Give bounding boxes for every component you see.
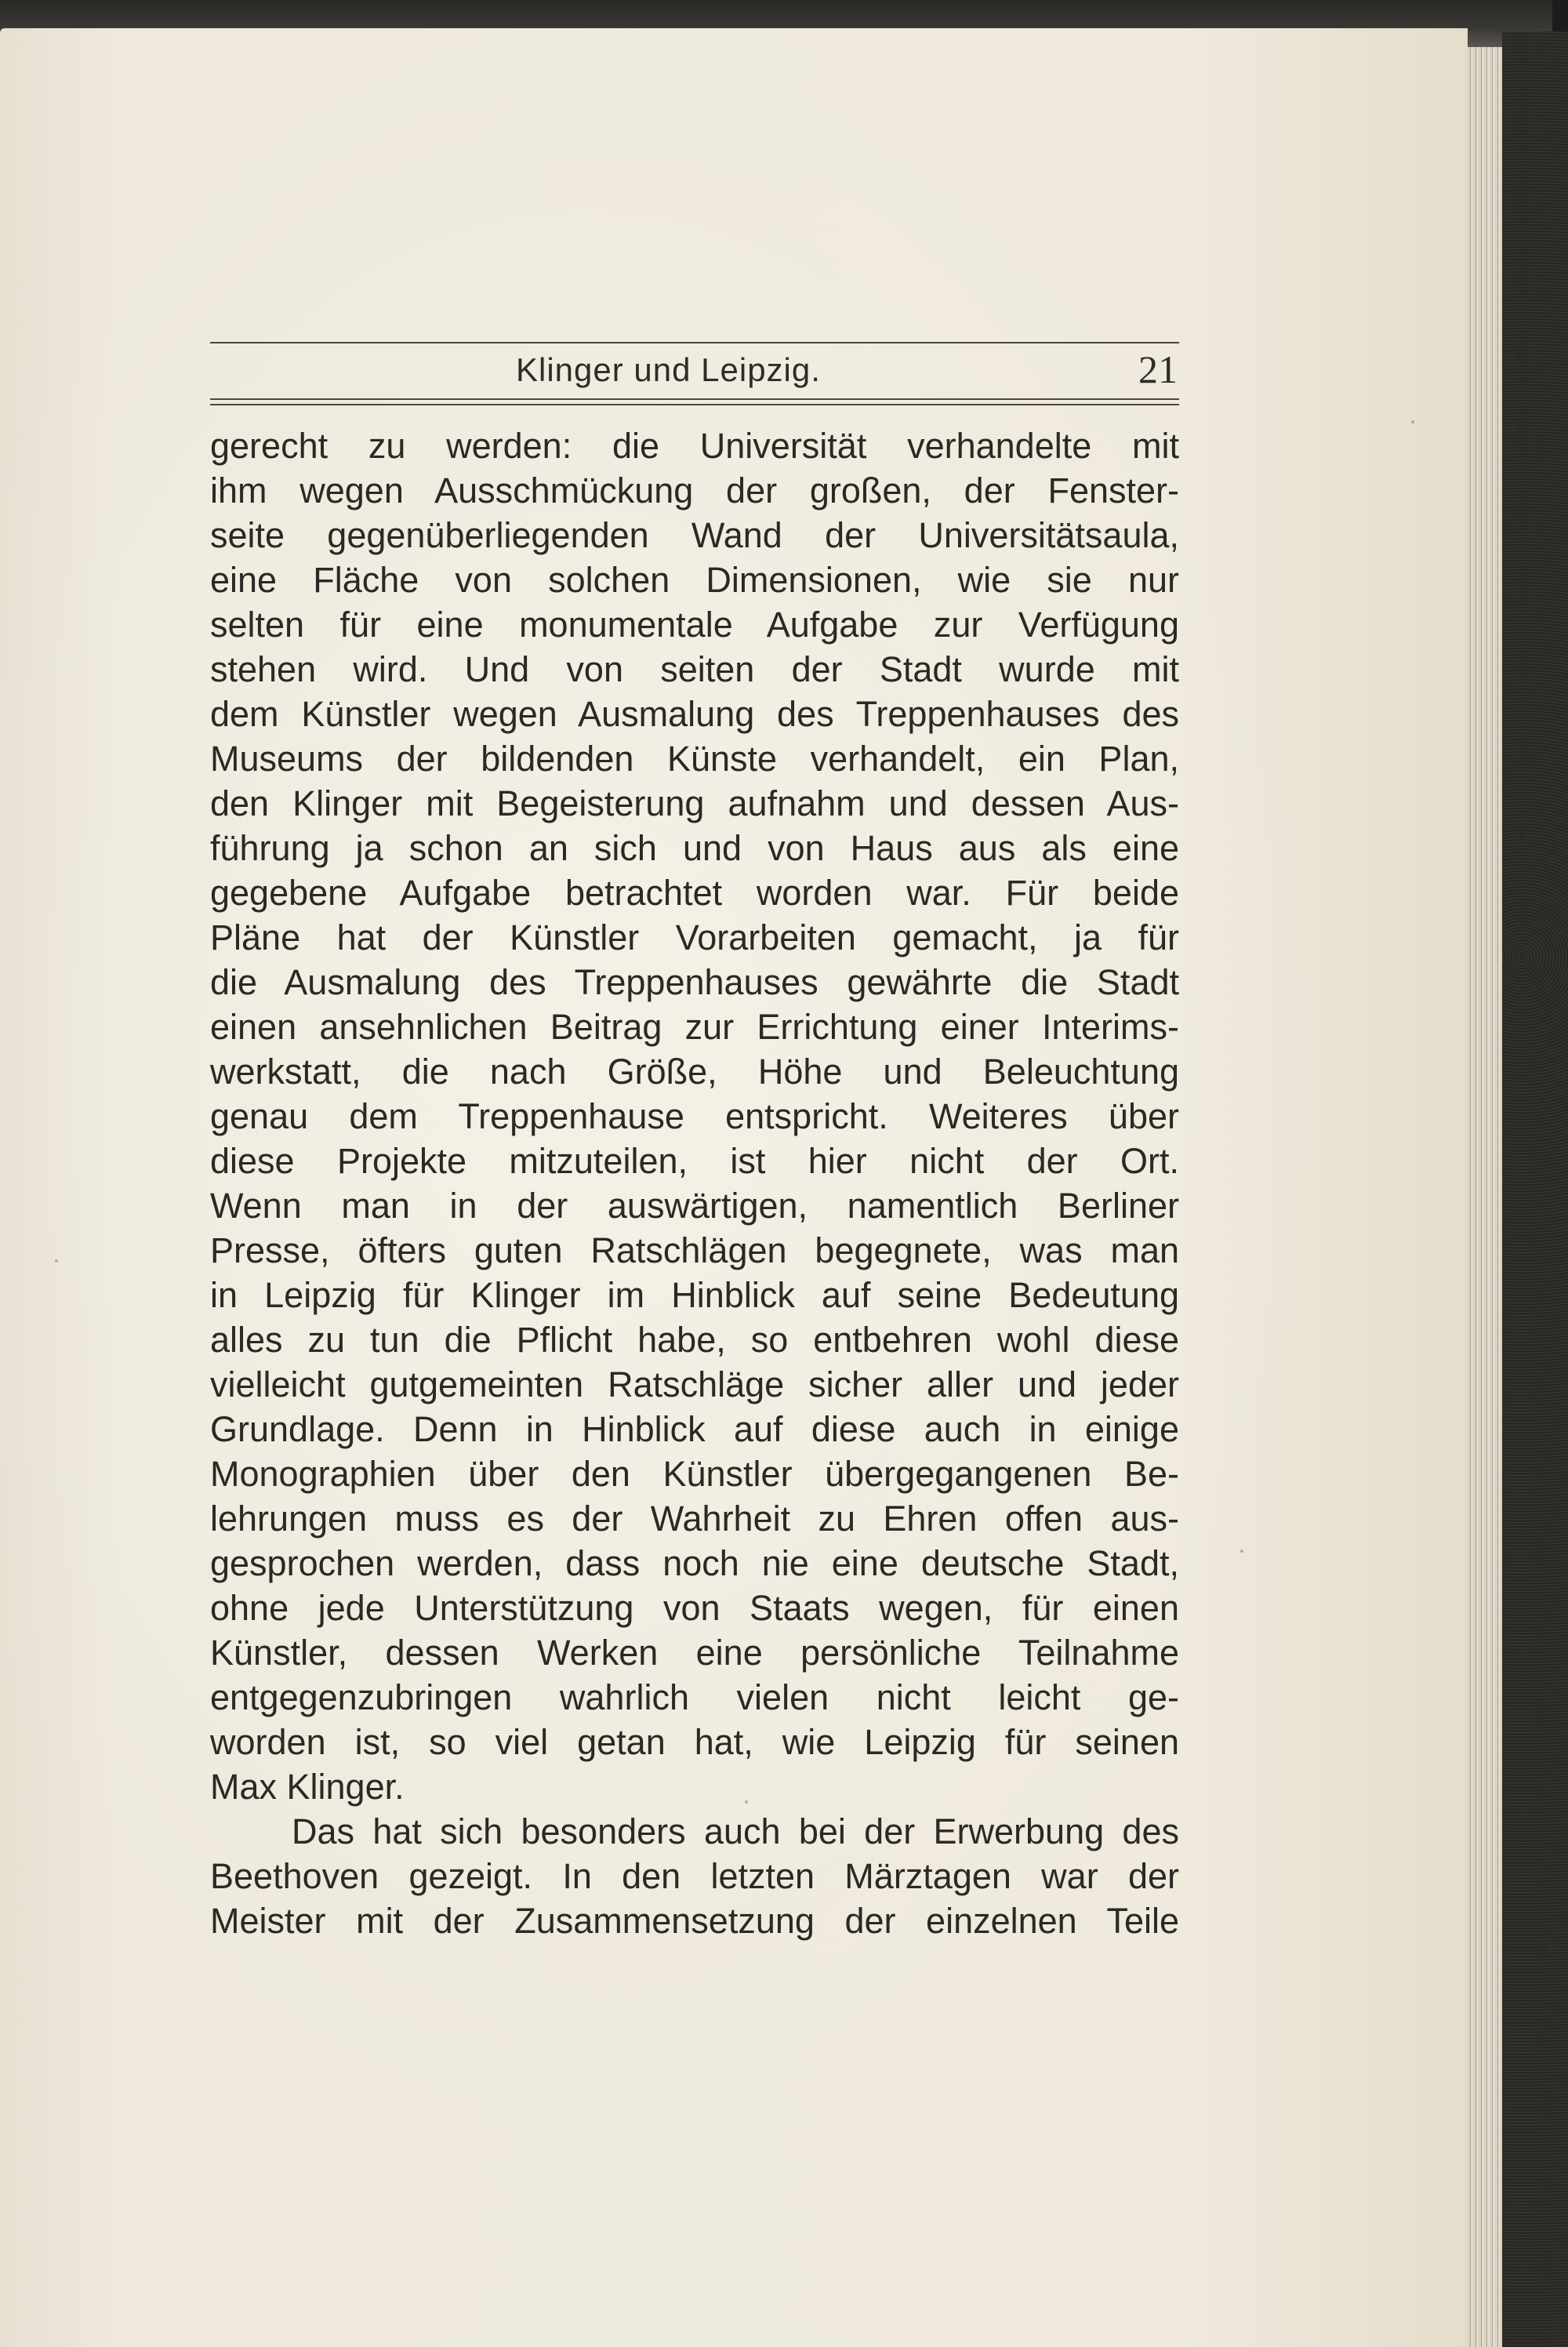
text-line: Museums der bildenden Künste verhandelt, ein Plan, [210, 739, 1179, 779]
text-line: den Klinger mit Begeisterung aufnahm und dessen Aus- [210, 783, 1179, 823]
text-line: werkstatt, die nach Größe, Höhe und Beleuchtung [210, 1052, 1179, 1092]
running-head-title: Klinger und Leipzig. [516, 351, 821, 388]
paper-speck [1240, 1550, 1243, 1553]
text-line: Beethoven gezeigt. In den letzten Märztagen war der [210, 1856, 1179, 1896]
text-line: Grundlage. Denn in Hinblick auf diese auch in einige [210, 1409, 1179, 1449]
text-line: gegebene Aufgabe betrachtet worden war. Für beide [210, 873, 1179, 913]
text-line: gerecht zu werden: die Universität verhandelte mit [210, 426, 1179, 466]
running-head [210, 342, 1179, 405]
text-line-paragraph-start: Das hat sich besonders auch bei der Erwerbung des [292, 1811, 1179, 1851]
paper-speck [55, 1259, 58, 1263]
text-line-paragraph-end: Max Klinger. [210, 1767, 405, 1807]
page-number: 21 [1138, 347, 1178, 391]
text-line: dem Künstler wegen Ausmalung des Treppenhauses des [210, 694, 1179, 734]
text-line: Pläne hat der Künstler Vorarbeiten gemacht, ja für [210, 917, 1179, 957]
text-line: die Ausmalung des Treppenhauses gewährte die Stadt [210, 962, 1179, 1002]
text-line: Meister mit der Zusammensetzung der einzelnen Teile [210, 1901, 1179, 1941]
text-line: worden ist, so viel getan hat, wie Leipzig für seinen [210, 1722, 1179, 1762]
text-line: diese Projekte mitzuteilen, ist hier nicht der Ort. [210, 1141, 1179, 1181]
text-line: ihm wegen Ausschmückung der großen, der Fenster- [210, 470, 1179, 510]
text-line: Künstler, dessen Werken eine persönliche Teilnahme [210, 1633, 1179, 1673]
page-edges [1468, 47, 1502, 2347]
body-text [210, 423, 1179, 1943]
text-line: stehen wird. Und von seiten der Stadt wurde mit [210, 649, 1179, 689]
text-line: alles zu tun die Pflicht habe, so entbehren wohl diese [210, 1320, 1179, 1360]
text-line: genau dem Treppenhause entspricht. Weiteres über [210, 1096, 1179, 1136]
text-line: gesprochen werden, dass noch nie eine deutsche Stadt, [210, 1543, 1179, 1583]
text-line: Presse, öfters guten Ratschlägen begegnete, was man [210, 1230, 1179, 1270]
text-line: führung ja schon an sich und von Haus aus als eine [210, 828, 1179, 868]
text-line: einen ansehnlichen Beitrag zur Errichtung einer Interims- [210, 1007, 1179, 1047]
text-line: seite gegenüberliegenden Wand der Universitätsaula, [210, 515, 1179, 555]
text-line: in Leipzig für Klinger im Hinblick auf seine Bedeutung [210, 1275, 1179, 1315]
text-line: entgegenzubringen wahrlich vielen nicht leicht ge- [210, 1677, 1179, 1717]
header-rule-double [210, 398, 1179, 405]
text-line: vielleicht gutgemeinten Ratschläge sicher aller und jeder [210, 1364, 1179, 1404]
paper-speck [1411, 420, 1414, 423]
book-cover-right [1502, 31, 1568, 2347]
text-line: Monographien über den Künstler übergegangenen Be- [210, 1454, 1179, 1494]
text-line: ohne jede Unterstützung von Staats wegen, für einen [210, 1588, 1179, 1628]
text-line: eine Fläche von solchen Dimensionen, wie sie nur [210, 560, 1179, 600]
text-line: Wenn man in der auswärtigen, namentlich Berliner [210, 1186, 1179, 1226]
header-rule-top [210, 342, 1179, 343]
text-line: lehrungen muss es der Wahrheit zu Ehren offen aus- [210, 1499, 1179, 1539]
text-line: selten für eine monumentale Aufgabe zur Verfügung [210, 605, 1179, 645]
